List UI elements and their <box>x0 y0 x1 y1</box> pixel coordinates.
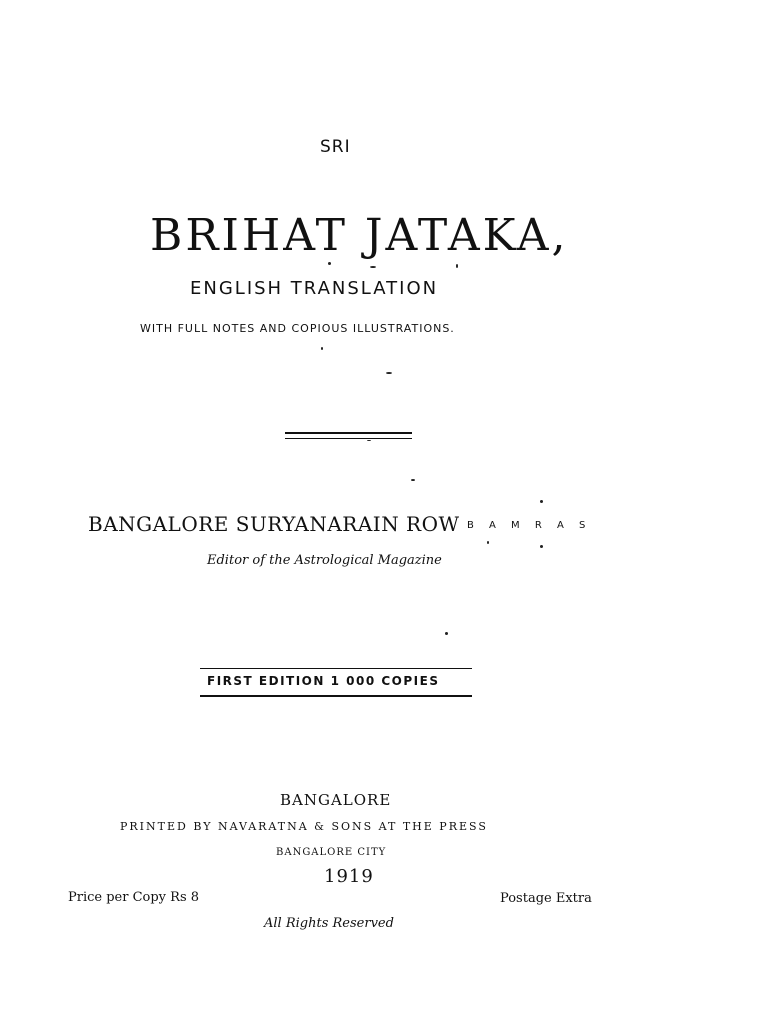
printer-line: PRINTED BY NAVARATNA & SONS AT THE PRESS <box>120 820 488 833</box>
scan-speck <box>540 500 543 503</box>
scan-speck <box>411 479 415 481</box>
rights-line: All Rights Reserved <box>264 916 394 931</box>
scan-speck <box>367 440 371 441</box>
scan-speck <box>456 264 458 268</box>
edition-line: FIRST EDITION 1 000 COPIES <box>207 674 440 688</box>
notes-line: WITH FULL NOTES AND COPIOUS ILLUSTRATIONS. <box>140 322 455 335</box>
scan-speck <box>445 632 448 635</box>
sri-invocation: SRI <box>320 137 351 157</box>
scan-speck <box>321 347 323 350</box>
scan-speck <box>328 262 331 265</box>
postage-line: Postage Extra <box>500 891 592 906</box>
scan-speck <box>370 266 376 268</box>
book-subtitle: ENGLISH TRANSLATION <box>190 278 439 299</box>
divider-rule-top <box>285 432 412 434</box>
publication-place: BANGALORE <box>280 791 392 809</box>
book-title: BRIHAT JATAKA, <box>150 210 569 261</box>
scan-speck <box>540 545 543 548</box>
price-line: Price per Copy Rs 8 <box>68 890 200 905</box>
author-degrees: B A M R A S <box>467 520 592 531</box>
city-line: BANGALORE CITY <box>276 847 387 858</box>
author-name: BANGALORE SURYANARAIN ROW <box>88 512 460 536</box>
scan-speck <box>487 541 489 544</box>
divider-rule-bottom <box>285 438 412 439</box>
scan-speck <box>386 372 392 374</box>
publication-year: 1919 <box>324 866 374 887</box>
editor-line: Editor of the Astrological Magazine <box>207 553 442 568</box>
